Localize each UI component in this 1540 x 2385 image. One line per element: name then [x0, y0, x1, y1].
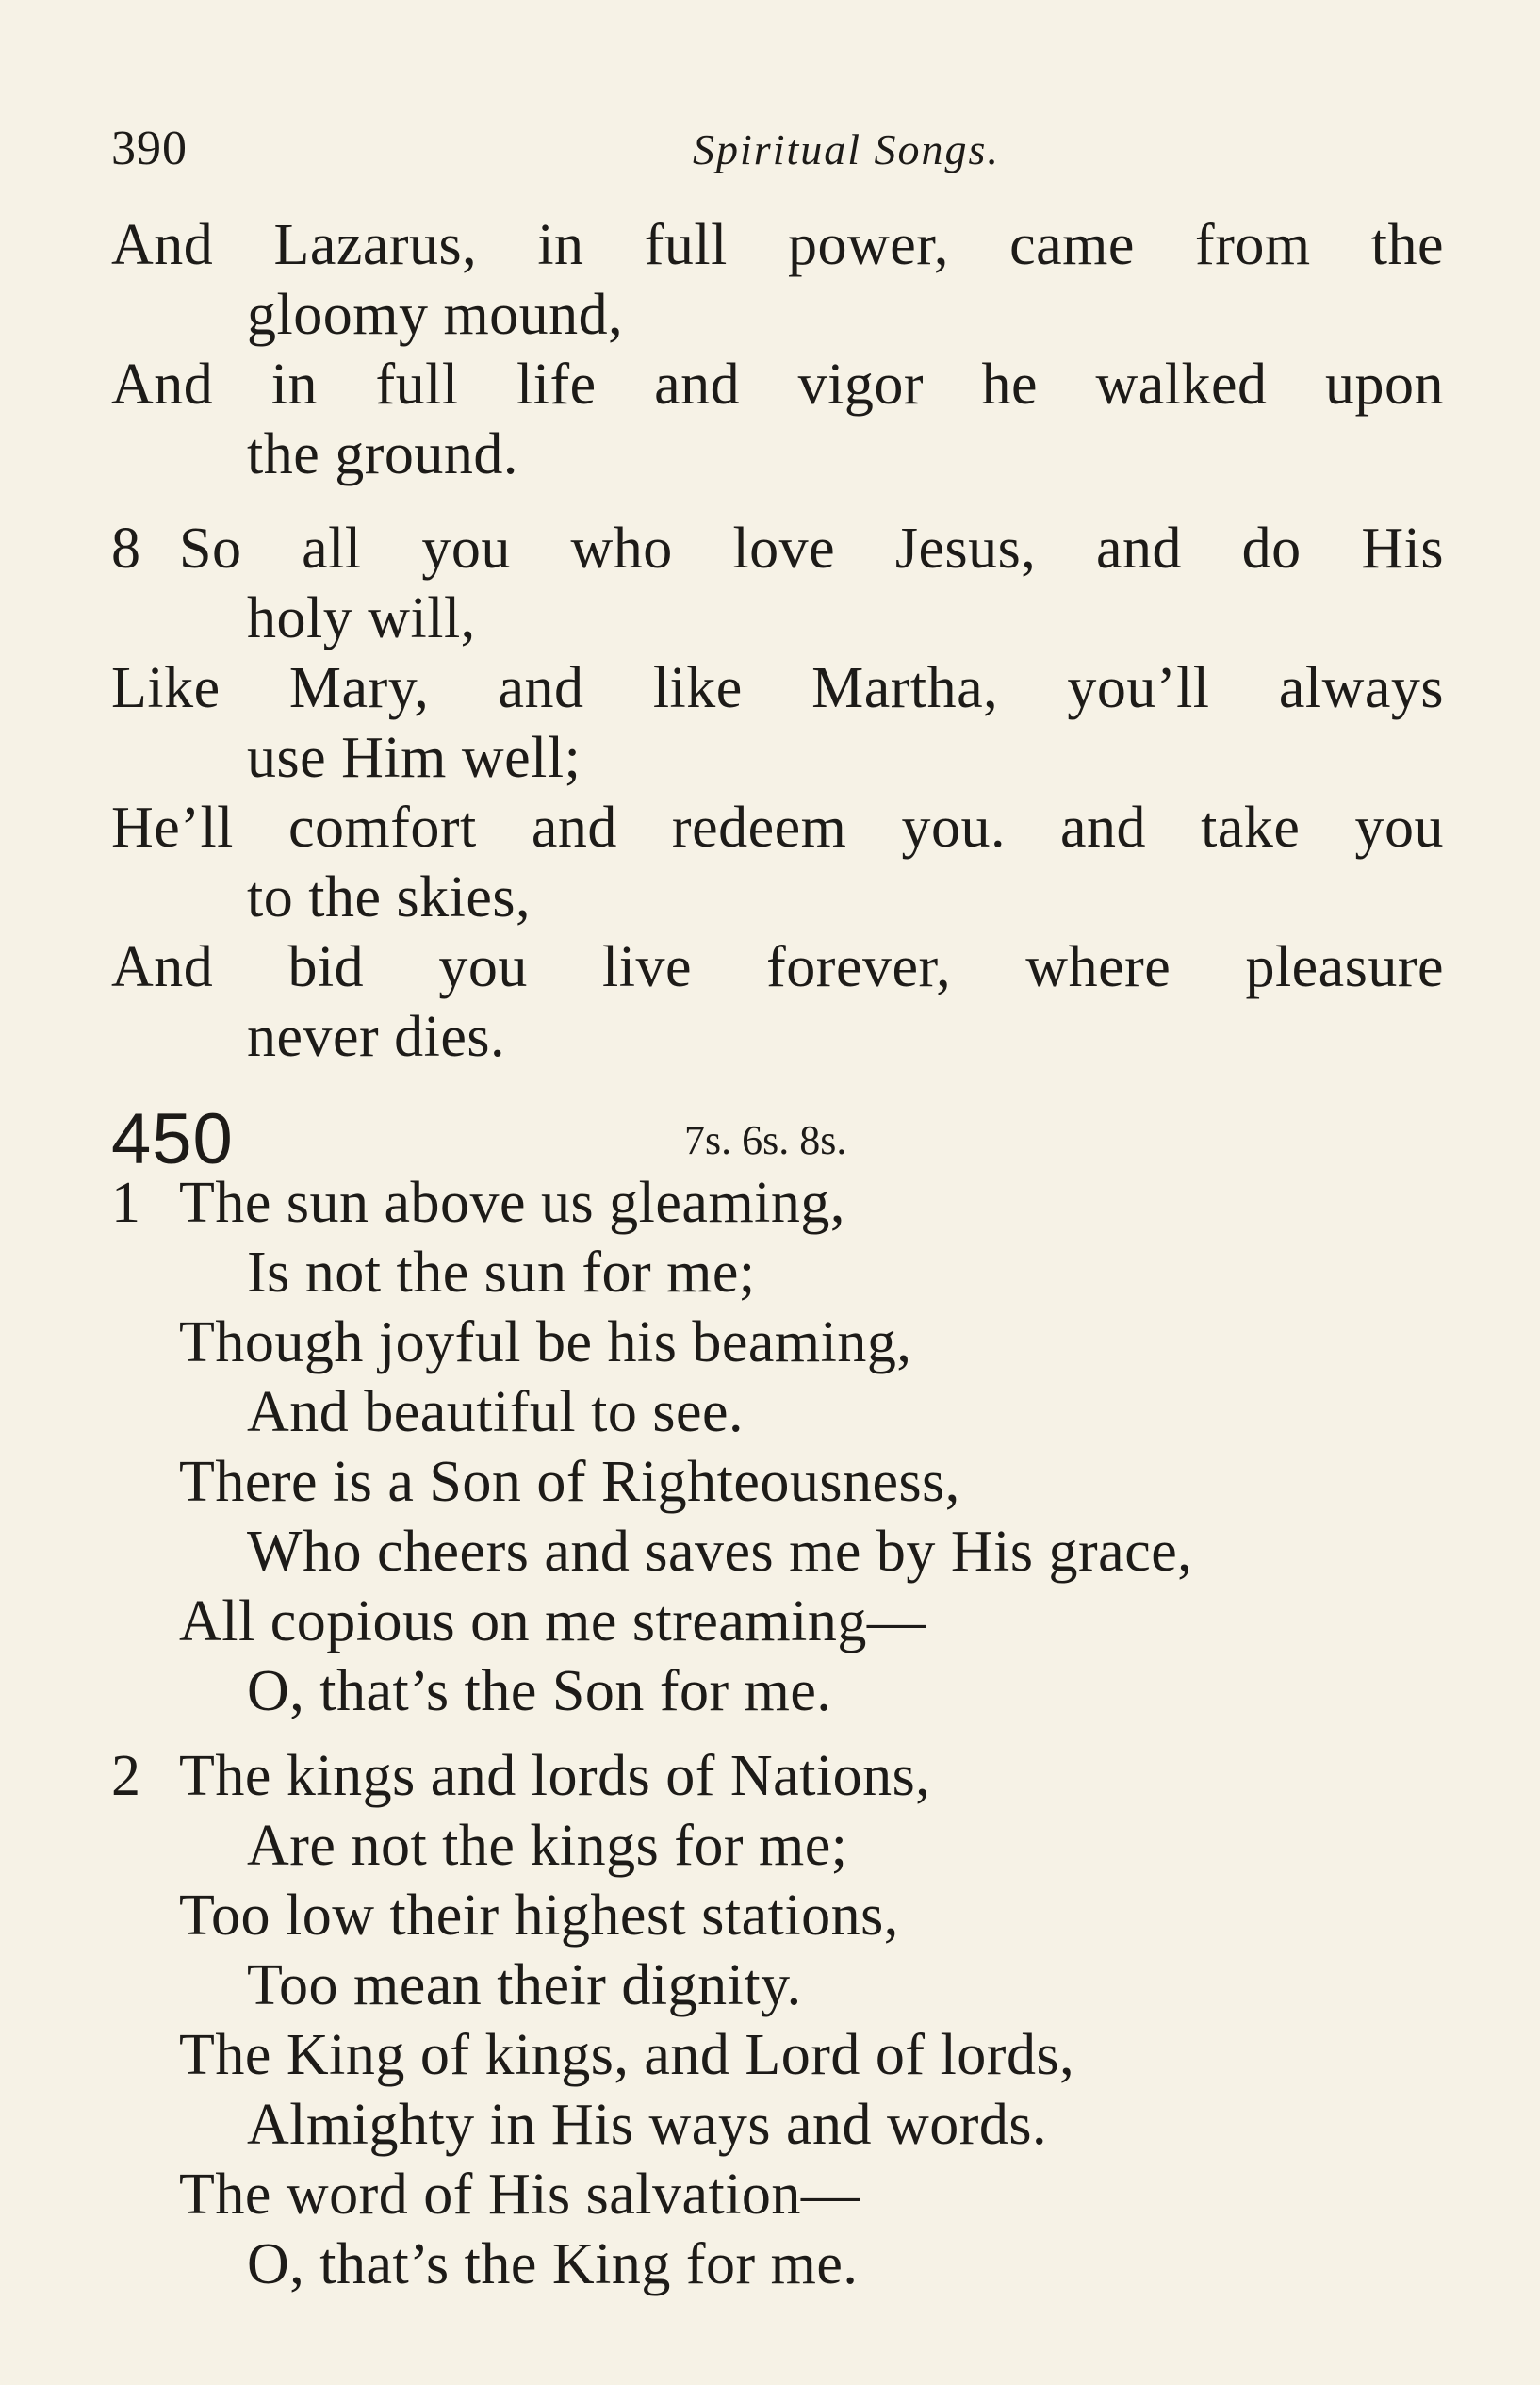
verse-line: to the skies, — [247, 865, 531, 929]
page-header — [111, 121, 1450, 187]
verse-line: And Lazarus, in full power, came from the — [111, 213, 1444, 277]
verse-line: He’ll comfort and redeem you. and take you — [111, 796, 1444, 860]
verse-line-text: So all you who love Jesus, and do His — [179, 517, 1444, 581]
stanza-1-first-line — [111, 1169, 845, 1237]
verse-line-text: The kings and lords of Nations, — [179, 1744, 931, 1808]
verse-line: holy will, — [247, 586, 476, 650]
verse-line: Too low their highest stations, — [179, 1883, 899, 1948]
verse-line: the ground. — [247, 422, 518, 486]
stanza-number: 2 — [111, 1744, 141, 1808]
verse-line: O, that’s the Son for me. — [247, 1659, 832, 1723]
stanza-number: 1 — [111, 1171, 141, 1235]
verse-line: Who cheers and saves me by His grace, — [247, 1520, 1193, 1584]
verse-line: use Him well; — [247, 726, 582, 790]
stanza-number: 8 — [111, 517, 141, 581]
page-number: 390 — [111, 122, 188, 175]
verse-line: Is not the sun for me; — [247, 1241, 756, 1305]
verse-line: And beautiful to see. — [247, 1380, 745, 1444]
verse-line: O, that’s the King for me. — [247, 2232, 859, 2296]
verse-line: never dies. — [247, 1005, 506, 1069]
verse-line: All copious on me streaming— — [179, 1589, 926, 1653]
verse-line: Too mean their dignity. — [247, 1953, 802, 2017]
verse-line: And in full life and vigor he walked upon — [111, 353, 1444, 417]
verse-line: The word of His salvation— — [179, 2163, 860, 2227]
verse-line: Are not the kings for me; — [247, 1814, 848, 1878]
hymn-number: 450 — [111, 1099, 234, 1179]
hymn-meter: 7s. 6s. 8s. — [684, 1117, 847, 1163]
verse-line: And bid you live forever, where pleasure — [111, 935, 1444, 999]
verse-line-text: The sun above us gleaming, — [179, 1171, 845, 1235]
stanza-8-first-line — [111, 515, 1444, 583]
verse-line: The King of kings, and Lord of lords, — [179, 2023, 1075, 2087]
verse-line: Though joyful be his beaming, — [179, 1310, 912, 1374]
verse-line: There is a Son of Righteousness, — [179, 1450, 960, 1514]
verse-line: gloomy mound, — [247, 283, 624, 347]
running-title: Spiritual Songs. — [693, 125, 1000, 173]
stanza-2-first-line — [111, 1742, 930, 1810]
verse-line: Like Mary, and like Martha, you’ll always — [111, 656, 1444, 720]
verse-line: Almighty in His ways and words. — [247, 2093, 1048, 2157]
